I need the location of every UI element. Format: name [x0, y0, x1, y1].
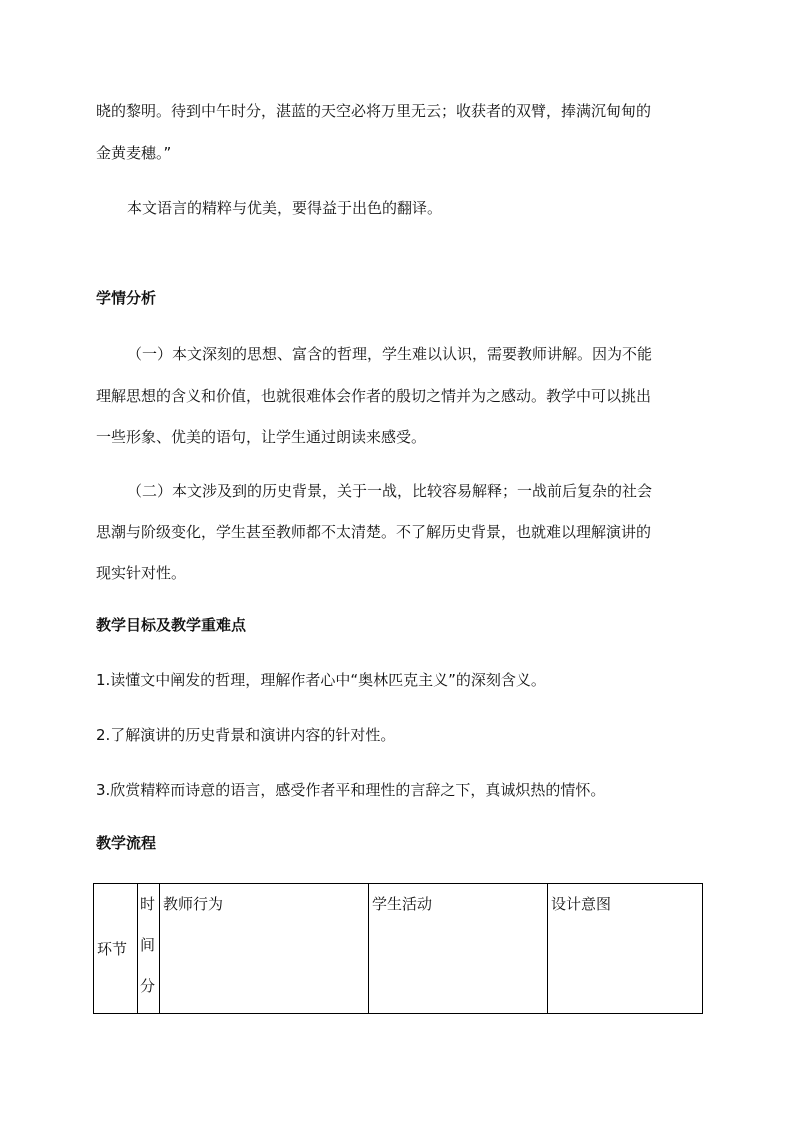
goal-item-2: 2.了解演讲的历史背景和演讲内容的针对性。: [96, 726, 396, 744]
header-teacher: 教师行为: [160, 884, 369, 1014]
intro-line-1: 晓的黎明。待到中午时分，湛蓝的天空必将万里无云；收获者的双臂，捧满沉甸甸的: [96, 102, 652, 120]
section-heading-flow: 教学流程: [96, 834, 157, 852]
header-time-char-2: 间: [140, 936, 156, 954]
analysis-p1-line-3: 一些形象、优美的语句，让学生通过朗读来感受。: [96, 428, 427, 446]
goal-item-3: 3.欣赏精粹而诗意的语言，感受作者平和理性的言辞之下，真诚炽热的情怀。: [96, 781, 606, 799]
goal-item-1: 1.读懂文中阐发的哲理，理解作者心中“奥林匹克主义”的深刻含义。: [96, 671, 546, 689]
header-segment: 环节: [94, 884, 138, 1014]
teaching-flow-table: [93, 883, 703, 1014]
section-heading-goals: 教学目标及教学重难点: [96, 616, 247, 634]
header-time-char-3: 分: [140, 977, 156, 995]
section-heading-analysis: 学情分析: [96, 289, 157, 307]
analysis-p2-line-1: （二）本文涉及到的历史背景，关于一战，比较容易解释；一战前后复杂的社会: [127, 482, 653, 500]
header-intent: 设计意图: [548, 884, 703, 1014]
analysis-p2-line-2: 思潮与阶级变化，学生甚至教师都不太清楚。不了解历史背景，也就难以理解演讲的: [96, 523, 652, 541]
analysis-p1-line-1: （一）本文深刻的思想、富含的哲理，学生难以认识，需要教师讲解。因为不能: [127, 345, 653, 363]
analysis-p2-line-3: 现实针对性。: [96, 564, 187, 582]
header-student: 学生活动: [369, 884, 548, 1014]
intro-line-2: 金黄麦穗。”: [96, 144, 172, 162]
header-time-char-1: 时: [140, 895, 156, 913]
header-time: [138, 884, 160, 1014]
intro-line-3: 本文语言的精粹与优美，要得益于出色的翻译。: [127, 199, 443, 217]
analysis-p1-line-2: 理解思想的含义和价值，也就很难体会作者的殷切之情并为之感动。教学中可以挑出: [96, 387, 652, 405]
